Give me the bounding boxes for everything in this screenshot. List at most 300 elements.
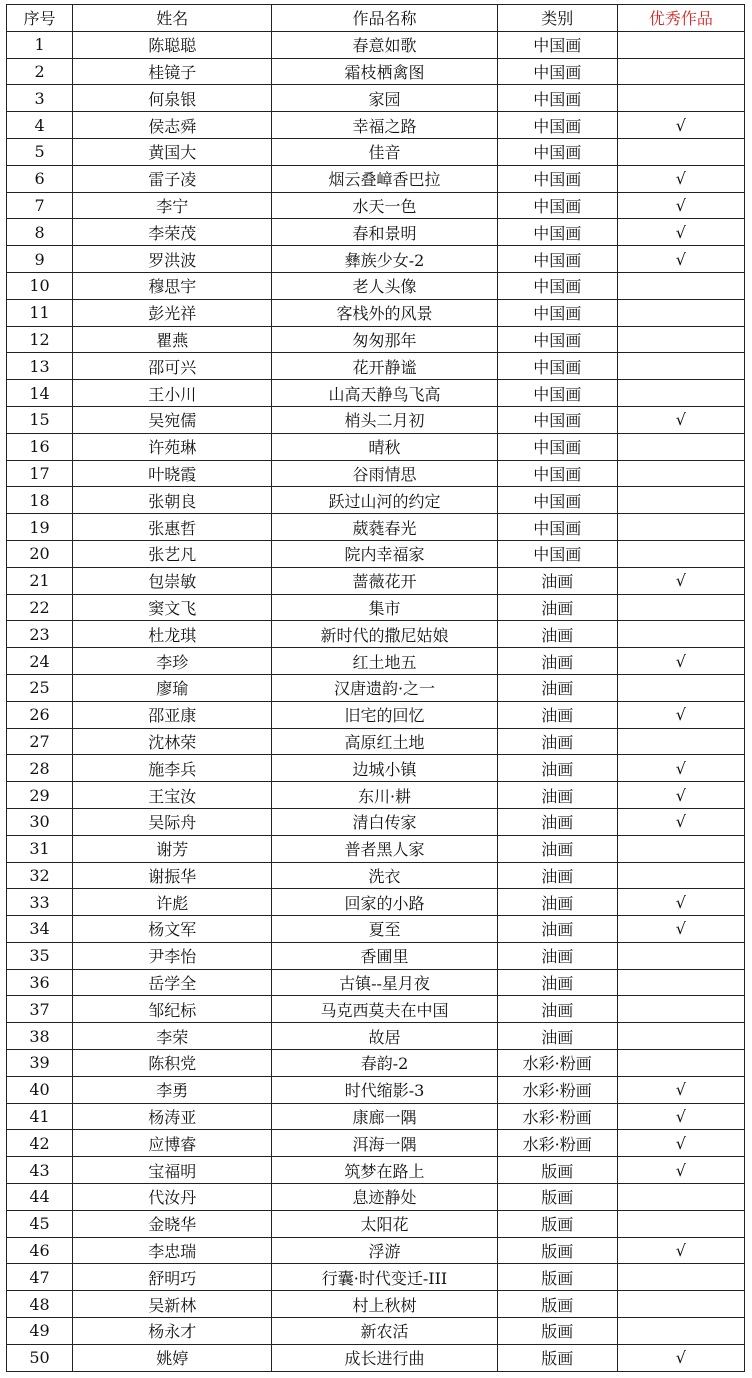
cell-excellent-mark: √: [617, 219, 744, 246]
cell-category: 中国画: [497, 165, 617, 192]
table-row: [7, 58, 745, 85]
cell-title: 新农活: [272, 1318, 497, 1345]
cell-category: 油画: [497, 701, 617, 728]
cell-title: 红土地五: [272, 648, 497, 675]
cell-title: 村上秋树: [272, 1291, 497, 1318]
cell-excellent-mark: [617, 85, 744, 112]
cell-no: 27: [7, 728, 73, 755]
header-row: [7, 5, 745, 32]
cell-no: 20: [7, 540, 73, 567]
header-excellent: 优秀作品: [617, 5, 744, 32]
table-row: [7, 1130, 745, 1157]
cell-category: 油画: [497, 728, 617, 755]
cell-title: 老人头像: [272, 272, 497, 299]
cell-category: 水彩·粉画: [497, 1130, 617, 1157]
table-row: [7, 406, 745, 433]
cell-category: 水彩·粉画: [497, 1103, 617, 1130]
cell-category: 油画: [497, 594, 617, 621]
cell-category: 油画: [497, 648, 617, 675]
cell-no: 23: [7, 621, 73, 648]
cell-excellent-mark: √: [617, 1130, 744, 1157]
cell-excellent-mark: √: [617, 889, 744, 916]
cell-category: 中国画: [497, 380, 617, 407]
cell-no: 30: [7, 808, 73, 835]
cell-excellent-mark: √: [617, 192, 744, 219]
cell-name: 王宝汝: [73, 782, 272, 809]
cell-name: 谢芳: [73, 835, 272, 862]
cell-excellent-mark: [617, 862, 744, 889]
table-row: [7, 540, 745, 567]
cell-name: 施李兵: [73, 755, 272, 782]
table-row: [7, 487, 745, 514]
cell-title: 院内幸福家: [272, 540, 497, 567]
cell-name: 王小川: [73, 380, 272, 407]
table-row: [7, 942, 745, 969]
cell-category: 中国画: [497, 192, 617, 219]
cell-title: 葳蕤春光: [272, 514, 497, 541]
cell-excellent-mark: [617, 326, 744, 353]
cell-excellent-mark: √: [617, 1103, 744, 1130]
cell-title: 边城小镇: [272, 755, 497, 782]
cell-no: 12: [7, 326, 73, 353]
header-title: 作品名称: [272, 5, 497, 32]
cell-name: 李忠瑞: [73, 1237, 272, 1264]
cell-name: 瞿燕: [73, 326, 272, 353]
cell-category: 中国画: [497, 540, 617, 567]
cell-name: 姚婷: [73, 1344, 272, 1371]
cell-excellent-mark: [617, 31, 744, 58]
cell-category: 版画: [497, 1344, 617, 1371]
cell-category: 油画: [497, 755, 617, 782]
cell-title: 回家的小路: [272, 889, 497, 916]
cell-title: 谷雨情思: [272, 460, 497, 487]
cell-excellent-mark: √: [617, 1076, 744, 1103]
cell-title: 东川·耕: [272, 782, 497, 809]
table-row: [7, 808, 745, 835]
cell-title: 春韵-2: [272, 1050, 497, 1077]
cell-excellent-mark: √: [617, 1344, 744, 1371]
cell-excellent-mark: [617, 1264, 744, 1291]
cell-excellent-mark: [617, 1318, 744, 1345]
cell-category: 中国画: [497, 406, 617, 433]
cell-category: 油画: [497, 969, 617, 996]
table-row: [7, 1210, 745, 1237]
cell-title: 太阳花: [272, 1210, 497, 1237]
cell-title: 晴秋: [272, 433, 497, 460]
cell-no: 24: [7, 648, 73, 675]
cell-no: 26: [7, 701, 73, 728]
cell-no: 36: [7, 969, 73, 996]
header-category: 类别: [497, 5, 617, 32]
cell-category: 中国画: [497, 31, 617, 58]
table-header: [7, 5, 745, 32]
cell-category: 中国画: [497, 112, 617, 139]
cell-no: 46: [7, 1237, 73, 1264]
table-row: [7, 701, 745, 728]
cell-category: 中国画: [497, 219, 617, 246]
cell-category: 版画: [497, 1264, 617, 1291]
table-body: [7, 31, 745, 1371]
cell-excellent-mark: [617, 487, 744, 514]
cell-excellent-mark: [617, 272, 744, 299]
table-row: [7, 1157, 745, 1184]
table-row: [7, 138, 745, 165]
cell-name: 穆思宇: [73, 272, 272, 299]
cell-title: 洗衣: [272, 862, 497, 889]
cell-no: 39: [7, 1050, 73, 1077]
table-row: [7, 433, 745, 460]
cell-name: 张惠哲: [73, 514, 272, 541]
cell-no: 2: [7, 58, 73, 85]
cell-name: 杨文军: [73, 916, 272, 943]
cell-title: 春意如歌: [272, 31, 497, 58]
cell-name: 尹李怡: [73, 942, 272, 969]
table-row: [7, 996, 745, 1023]
cell-no: 9: [7, 246, 73, 273]
cell-excellent-mark: [617, 942, 744, 969]
cell-title: 浮游: [272, 1237, 497, 1264]
cell-title: 烟云叠嶂香巴拉: [272, 165, 497, 192]
cell-excellent-mark: [617, 460, 744, 487]
cell-excellent-mark: [617, 835, 744, 862]
cell-name: 谢振华: [73, 862, 272, 889]
cell-category: 油画: [497, 916, 617, 943]
cell-name: 陈积党: [73, 1050, 272, 1077]
cell-title: 蔷薇花开: [272, 567, 497, 594]
cell-excellent-mark: √: [617, 782, 744, 809]
cell-no: 47: [7, 1264, 73, 1291]
cell-category: 油画: [497, 1023, 617, 1050]
cell-name: 宝福明: [73, 1157, 272, 1184]
cell-no: 25: [7, 674, 73, 701]
cell-title: 时代缩影-3: [272, 1076, 497, 1103]
table-row: [7, 31, 745, 58]
cell-name: 罗洪波: [73, 246, 272, 273]
cell-category: 中国画: [497, 353, 617, 380]
cell-category: 水彩·粉画: [497, 1050, 617, 1077]
table-row: [7, 1023, 745, 1050]
cell-excellent-mark: [617, 514, 744, 541]
cell-name: 李荣茂: [73, 219, 272, 246]
cell-name: 邵亚康: [73, 701, 272, 728]
cell-no: 43: [7, 1157, 73, 1184]
cell-title: 故居: [272, 1023, 497, 1050]
cell-name: 张朝良: [73, 487, 272, 514]
table-row: [7, 460, 745, 487]
cell-no: 49: [7, 1318, 73, 1345]
cell-name: 杜龙琪: [73, 621, 272, 648]
cell-category: 中国画: [497, 138, 617, 165]
cell-title: 匆匆那年: [272, 326, 497, 353]
cell-no: 31: [7, 835, 73, 862]
cell-title: 马克西莫夫在中国: [272, 996, 497, 1023]
table-row: [7, 835, 745, 862]
cell-category: 中国画: [497, 85, 617, 112]
cell-title: 古镇--星月夜: [272, 969, 497, 996]
cell-no: 16: [7, 433, 73, 460]
cell-title: 香圃里: [272, 942, 497, 969]
table-row: [7, 862, 745, 889]
table-row: [7, 353, 745, 380]
cell-title: 彝族少女-2: [272, 246, 497, 273]
cell-excellent-mark: [617, 433, 744, 460]
cell-category: 版画: [497, 1291, 617, 1318]
cell-category: 中国画: [497, 299, 617, 326]
cell-excellent-mark: √: [617, 648, 744, 675]
table-row: [7, 728, 745, 755]
cell-title: 花开静谧: [272, 353, 497, 380]
cell-name: 雷子凌: [73, 165, 272, 192]
cell-no: 10: [7, 272, 73, 299]
cell-name: 许苑琳: [73, 433, 272, 460]
cell-title: 行囊·时代变迁-III: [272, 1264, 497, 1291]
cell-category: 中国画: [497, 487, 617, 514]
cell-title: 幸福之路: [272, 112, 497, 139]
cell-excellent-mark: [617, 1184, 744, 1211]
cell-excellent-mark: √: [617, 1237, 744, 1264]
cell-no: 38: [7, 1023, 73, 1050]
cell-name: 代汝丹: [73, 1184, 272, 1211]
cell-title: 汉唐遗韵·之一: [272, 674, 497, 701]
table-row: [7, 889, 745, 916]
table-row: [7, 969, 745, 996]
cell-title: 集市: [272, 594, 497, 621]
cell-excellent-mark: [617, 299, 744, 326]
cell-category: 版画: [497, 1318, 617, 1345]
artwork-table: [6, 4, 745, 1372]
cell-category: 油画: [497, 782, 617, 809]
cell-no: 35: [7, 942, 73, 969]
cell-name: 杨涛亚: [73, 1103, 272, 1130]
table-row: [7, 1103, 745, 1130]
cell-name: 金晓华: [73, 1210, 272, 1237]
cell-no: 22: [7, 594, 73, 621]
cell-title: 筑梦在路上: [272, 1157, 497, 1184]
table-row: [7, 165, 745, 192]
cell-no: 37: [7, 996, 73, 1023]
cell-title: 霜枝栖禽图: [272, 58, 497, 85]
cell-title: 成长进行曲: [272, 1344, 497, 1371]
cell-no: 4: [7, 112, 73, 139]
cell-no: 29: [7, 782, 73, 809]
cell-no: 18: [7, 487, 73, 514]
cell-excellent-mark: [617, 58, 744, 85]
table-row: [7, 1344, 745, 1371]
cell-excellent-mark: √: [617, 165, 744, 192]
cell-no: 34: [7, 916, 73, 943]
cell-no: 7: [7, 192, 73, 219]
cell-no: 44: [7, 1184, 73, 1211]
table-row: [7, 1184, 745, 1211]
cell-category: 中国画: [497, 246, 617, 273]
cell-excellent-mark: [617, 138, 744, 165]
cell-name: 张艺凡: [73, 540, 272, 567]
cell-excellent-mark: √: [617, 406, 744, 433]
table-row: [7, 755, 745, 782]
cell-excellent-mark: √: [617, 112, 744, 139]
table-row: [7, 219, 745, 246]
cell-no: 32: [7, 862, 73, 889]
cell-title: 洱海一隅: [272, 1130, 497, 1157]
cell-excellent-mark: √: [617, 916, 744, 943]
cell-title: 梢头二月初: [272, 406, 497, 433]
cell-category: 版画: [497, 1184, 617, 1211]
cell-category: 中国画: [497, 58, 617, 85]
cell-excellent-mark: [617, 1291, 744, 1318]
header-name: 姓名: [73, 5, 272, 32]
cell-name: 舒明巧: [73, 1264, 272, 1291]
cell-excellent-mark: [617, 380, 744, 407]
cell-category: 中国画: [497, 514, 617, 541]
table-row: [7, 246, 745, 273]
cell-category: 版画: [497, 1210, 617, 1237]
cell-category: 版画: [497, 1237, 617, 1264]
cell-name: 侯志舜: [73, 112, 272, 139]
cell-name: 吴际舟: [73, 808, 272, 835]
cell-title: 春和景明: [272, 219, 497, 246]
header-no: 序号: [7, 5, 73, 32]
table-row: [7, 1076, 745, 1103]
cell-no: 19: [7, 514, 73, 541]
cell-category: 油画: [497, 835, 617, 862]
cell-category: 中国画: [497, 326, 617, 353]
table-row: [7, 192, 745, 219]
table-row: [7, 567, 745, 594]
table-row: [7, 326, 745, 353]
cell-name: 何泉银: [73, 85, 272, 112]
cell-name: 李勇: [73, 1076, 272, 1103]
cell-category: 油画: [497, 674, 617, 701]
cell-title: 高原红土地: [272, 728, 497, 755]
cell-name: 吴新林: [73, 1291, 272, 1318]
cell-category: 油画: [497, 942, 617, 969]
cell-no: 42: [7, 1130, 73, 1157]
table-row: [7, 112, 745, 139]
cell-title: 普者黑人家: [272, 835, 497, 862]
cell-name: 窦文飞: [73, 594, 272, 621]
cell-no: 40: [7, 1076, 73, 1103]
cell-title: 夏至: [272, 916, 497, 943]
cell-title: 家园: [272, 85, 497, 112]
cell-excellent-mark: [617, 621, 744, 648]
cell-name: 彭光祥: [73, 299, 272, 326]
cell-category: 中国画: [497, 460, 617, 487]
cell-excellent-mark: [617, 1050, 744, 1077]
cell-name: 沈林荣: [73, 728, 272, 755]
cell-name: 杨永才: [73, 1318, 272, 1345]
cell-no: 8: [7, 219, 73, 246]
table-row: [7, 648, 745, 675]
cell-no: 11: [7, 299, 73, 326]
cell-no: 50: [7, 1344, 73, 1371]
table-row: [7, 1264, 745, 1291]
cell-excellent-mark: [617, 969, 744, 996]
cell-name: 李宁: [73, 192, 272, 219]
cell-title: 清白传家: [272, 808, 497, 835]
table-row: [7, 272, 745, 299]
cell-no: 21: [7, 567, 73, 594]
cell-excellent-mark: [617, 353, 744, 380]
cell-excellent-mark: √: [617, 1157, 744, 1184]
cell-no: 28: [7, 755, 73, 782]
cell-title: 旧宅的回忆: [272, 701, 497, 728]
cell-name: 廖瑜: [73, 674, 272, 701]
cell-name: 李珍: [73, 648, 272, 675]
cell-excellent-mark: [617, 594, 744, 621]
cell-title: 新时代的撒尼姑娘: [272, 621, 497, 648]
cell-name: 包崇敏: [73, 567, 272, 594]
table-row: [7, 621, 745, 648]
cell-no: 17: [7, 460, 73, 487]
cell-title: 山高天静鸟飞高: [272, 380, 497, 407]
cell-excellent-mark: √: [617, 246, 744, 273]
cell-no: 15: [7, 406, 73, 433]
cell-name: 应博睿: [73, 1130, 272, 1157]
cell-category: 油画: [497, 621, 617, 648]
cell-excellent-mark: √: [617, 755, 744, 782]
cell-title: 佳音: [272, 138, 497, 165]
cell-name: 岳学全: [73, 969, 272, 996]
cell-category: 油画: [497, 567, 617, 594]
cell-no: 6: [7, 165, 73, 192]
cell-excellent-mark: √: [617, 567, 744, 594]
cell-category: 水彩·粉画: [497, 1076, 617, 1103]
table-row: [7, 380, 745, 407]
cell-no: 13: [7, 353, 73, 380]
cell-no: 3: [7, 85, 73, 112]
cell-name: 陈聪聪: [73, 31, 272, 58]
table-row: [7, 916, 745, 943]
cell-excellent-mark: [617, 1023, 744, 1050]
cell-excellent-mark: [617, 1210, 744, 1237]
cell-excellent-mark: √: [617, 701, 744, 728]
cell-no: 48: [7, 1291, 73, 1318]
cell-category: 油画: [497, 889, 617, 916]
cell-category: 油画: [497, 862, 617, 889]
cell-no: 1: [7, 31, 73, 58]
cell-category: 油画: [497, 996, 617, 1023]
cell-name: 吴宛儒: [73, 406, 272, 433]
cell-title: 息迹静处: [272, 1184, 497, 1211]
cell-no: 45: [7, 1210, 73, 1237]
table-row: [7, 299, 745, 326]
cell-title: 康廊一隅: [272, 1103, 497, 1130]
table-row: [7, 514, 745, 541]
cell-name: 邹纪标: [73, 996, 272, 1023]
cell-name: 叶晓霞: [73, 460, 272, 487]
cell-no: 41: [7, 1103, 73, 1130]
cell-name: 李荣: [73, 1023, 272, 1050]
cell-excellent-mark: √: [617, 808, 744, 835]
cell-name: 黄国大: [73, 138, 272, 165]
table-row: [7, 1237, 745, 1264]
table-row: [7, 782, 745, 809]
cell-no: 5: [7, 138, 73, 165]
cell-excellent-mark: [617, 674, 744, 701]
cell-no: 33: [7, 889, 73, 916]
cell-category: 版画: [497, 1157, 617, 1184]
cell-name: 邵可兴: [73, 353, 272, 380]
table-row: [7, 1291, 745, 1318]
cell-title: 跃过山河的约定: [272, 487, 497, 514]
cell-excellent-mark: [617, 728, 744, 755]
cell-name: 桂镜子: [73, 58, 272, 85]
cell-name: 许彪: [73, 889, 272, 916]
cell-category: 油画: [497, 808, 617, 835]
table-row: [7, 594, 745, 621]
cell-category: 中国画: [497, 433, 617, 460]
table-row: [7, 85, 745, 112]
